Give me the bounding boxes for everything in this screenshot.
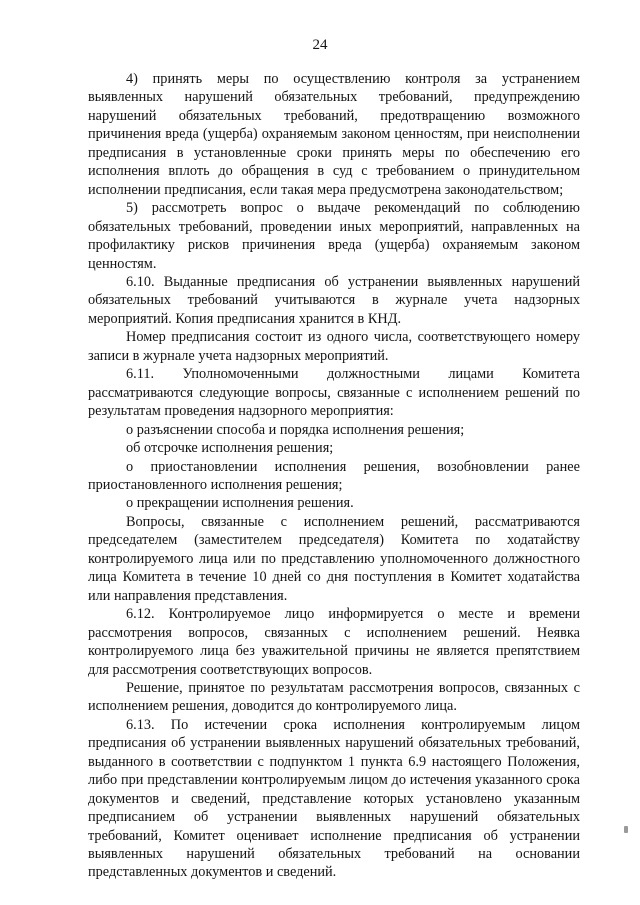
list-item-clarification: о разъяснении способа и порядка исполнения решения; [126, 421, 465, 438]
paragraph-6-12: 6.12. Контролируемое лицо информируется о месте и времени рассмотрения вопросов, связанных с исполнением решений. Неявка контролируемого лица без уважительной причины не является препятствием для рассмотрения соответствующих вопросов. [88, 606, 580, 678]
page-number: 24 [312, 37, 328, 53]
paragraph-6-13: 6.13. По истечении срока исполнения контролируемым лицом предписания об устранении выявленных нарушений обязательных требований, выданного в соответствии с подпунктом 1 пункта 6.9 настоящего Положения, либо при представлении контролируемым лицом до истечения указанного срока документов и сведений, представление которых установлено указанным предписанием об устранении выявленных нарушений обязательных требований, Комитет оценивает исполнение предписания об устранении выявленных нарушений обязательных требований на основании представленных документов и сведений. [88, 716, 580, 881]
document-body [88, 70, 580, 882]
paragraph-decision: Решение, принятое по результатам рассмотрения вопросов, связанных с исполнением решения, доводится до контролируемого лица. [88, 679, 580, 715]
paragraph-item-4: 4) принять меры по осуществлению контроля за устранением выявленных нарушений обязательных требований, предупреждению нарушений обязательных требований, предотвращению возможного причинения вреда (ущерба) охраняемым законом ценностям, при неисполнении предписания в установленные сроки принять меры по обеспечению его исполнения вплоть до обращения в суд с требованием о принудительном исполнении предписания, если такая мера предусмотрена законодательством; [88, 71, 580, 198]
paragraph-6-10: 6.10. Выданные предписания об устранении выявленных нарушений обязательных требований учитываются в журнале учета надзорных мероприятий. Копия предписания хранится в КНД. [88, 273, 580, 327]
paragraph-item-5: 5) рассмотреть вопрос о выдаче рекомендаций по соблюдению обязательных требований, проведении иных мероприятий, направленных на профилактику рисков причинения вреда (ущерба) охраняемым законом ценностям. [88, 200, 580, 272]
list-item-termination: о прекращении исполнения решения. [126, 495, 354, 512]
list-item-deferral: об отсрочке исполнения решения; [126, 440, 334, 457]
paragraph-6-11: 6.11. Уполномоченными должностными лицами Комитета рассматриваются следующие вопросы, связанные с исполнением решений по результатам проведения надзорного мероприятия: [88, 366, 580, 420]
list-item-suspension: о приостановлении исполнения решения, возобновлении ранее приостановленного исполнения решения; [88, 458, 580, 493]
paragraph-prescription-number: Номер предписания состоит из одного числа, соответствующего номеру записи в журнале учета надзорных мероприятий. [88, 329, 580, 364]
scan-mark [624, 826, 628, 833]
paragraph-questions: Вопросы, связанные с исполнением решений, рассматриваются председателем (заместителем председателя) Комитета по ходатайству контролируемого лица или по представлению уполномоченного должностного лица Комитета в течение 10 дней со дня поступления в Комитет ходатайства или направления представления. [88, 513, 580, 604]
